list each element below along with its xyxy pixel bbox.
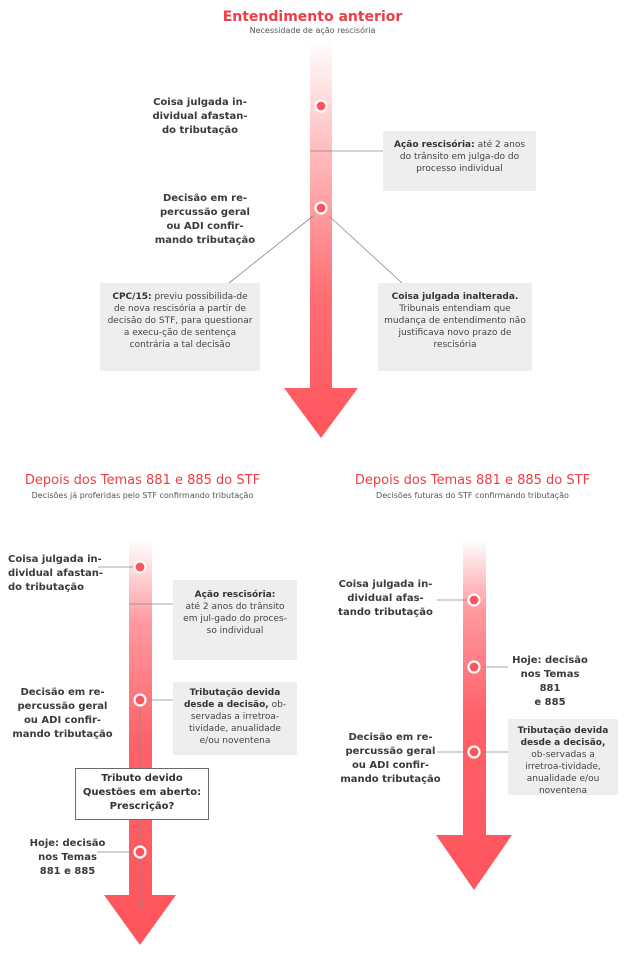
- right-label-hoje: Hoje: decisão nos Temas 881 e 885: [512, 655, 588, 708]
- top-box-acao-rescisoria: [383, 131, 536, 191]
- left-label-coisa-julgada: Coisa julgada in- dividual afastan- do tributação: [8, 554, 104, 593]
- left-box-tributacao: [173, 682, 297, 755]
- top-label-decisao: Decisão em re- percussão geral ou ADI confir- mando tributação: [154, 193, 256, 246]
- top-marker-coisa-julgada: [316, 101, 327, 112]
- top-box-inalterada-bold: Coisa julgada inalterada.: [391, 292, 519, 302]
- left-marker-coisa-julgada: [135, 562, 146, 573]
- left-label-decisao: Decisão em re- percussão geral ou ADI confir- mando tributação: [12, 687, 113, 740]
- left-label-hoje: Hoje: decisão nos Temas 881 e 885: [29, 838, 106, 877]
- right-title: Depois dos Temas 881 e 885 do STF: [354, 473, 591, 488]
- left-box-acao-rescisoria: [173, 580, 297, 660]
- top-marker-decisao: [316, 203, 327, 214]
- right-label-coisa-julgada: Coisa julgada in- dividual afas- tando tributação: [338, 579, 433, 618]
- top-label-coisa-julgada: Coisa julgada in- dividual afastan- do tributação: [152, 97, 248, 136]
- top-box-acao-bold: Ação rescisória:: [393, 140, 475, 150]
- top-box-cpc-text: previu possibilida-de de nova rescisória a partir de decisão do STF, para questionar a execu-ção de sentença contrária a tal decisão: [107, 292, 253, 350]
- top-box-inalterada-text: Tribunais entendiam que mudança de entendimento não justificava novo prazo de rescisória: [384, 304, 526, 350]
- left-box-acao-bold: Ação rescisória:: [194, 590, 276, 600]
- right-marker-hoje: [469, 662, 480, 673]
- right-box-tributacao: [508, 719, 618, 795]
- top-box-acao-text: até 2 anos do trânsito em julga-do do processo individual: [399, 140, 526, 174]
- left-question-box: Tributo devido Questões em aberto: Prescrição?: [75, 768, 209, 820]
- right-box-tributacao-bold: Tributação devida desde a decisão,: [517, 726, 609, 748]
- right-box-tributacao-text: ob-servadas a irretroa-tividade, anualidade e/ou noventena: [525, 750, 601, 796]
- top-box-inalterada: [378, 283, 532, 371]
- right-marker-coisa-julgada: [469, 595, 480, 606]
- right-marker-decisao: [469, 747, 480, 758]
- left-subtitle: Decisões já proferidas pelo STF confirmando tributação: [31, 491, 254, 500]
- left-box-tributacao-text: ob-servadas a irretroa-tividade, anualidade e/ou noventena: [189, 700, 287, 746]
- right-subtitle: Decisões futuras do STF confirmando tributação: [376, 491, 569, 500]
- right-timeline-arrow: [436, 540, 512, 890]
- right-label-decisao: Decisão em re- percussão geral ou ADI confir- mando tributação: [340, 732, 441, 785]
- left-box-tributacao-bold: Tributação devida desde a decisão,: [183, 688, 281, 710]
- top-title: Entendimento anterior: [222, 9, 403, 25]
- top-subtitle: Necessidade de ação rescisória: [249, 26, 376, 35]
- left-marker-decisao: [135, 695, 146, 706]
- top-box-cpc: [100, 283, 260, 371]
- top-box-cpc-bold: CPC/15:: [112, 292, 152, 302]
- left-marker-hoje: [135, 847, 146, 858]
- left-title: Depois dos Temas 881 e 885 do STF: [24, 473, 261, 488]
- left-box-acao-text: até 2 anos do trânsito em jul-gado do proces-so individual: [183, 602, 287, 636]
